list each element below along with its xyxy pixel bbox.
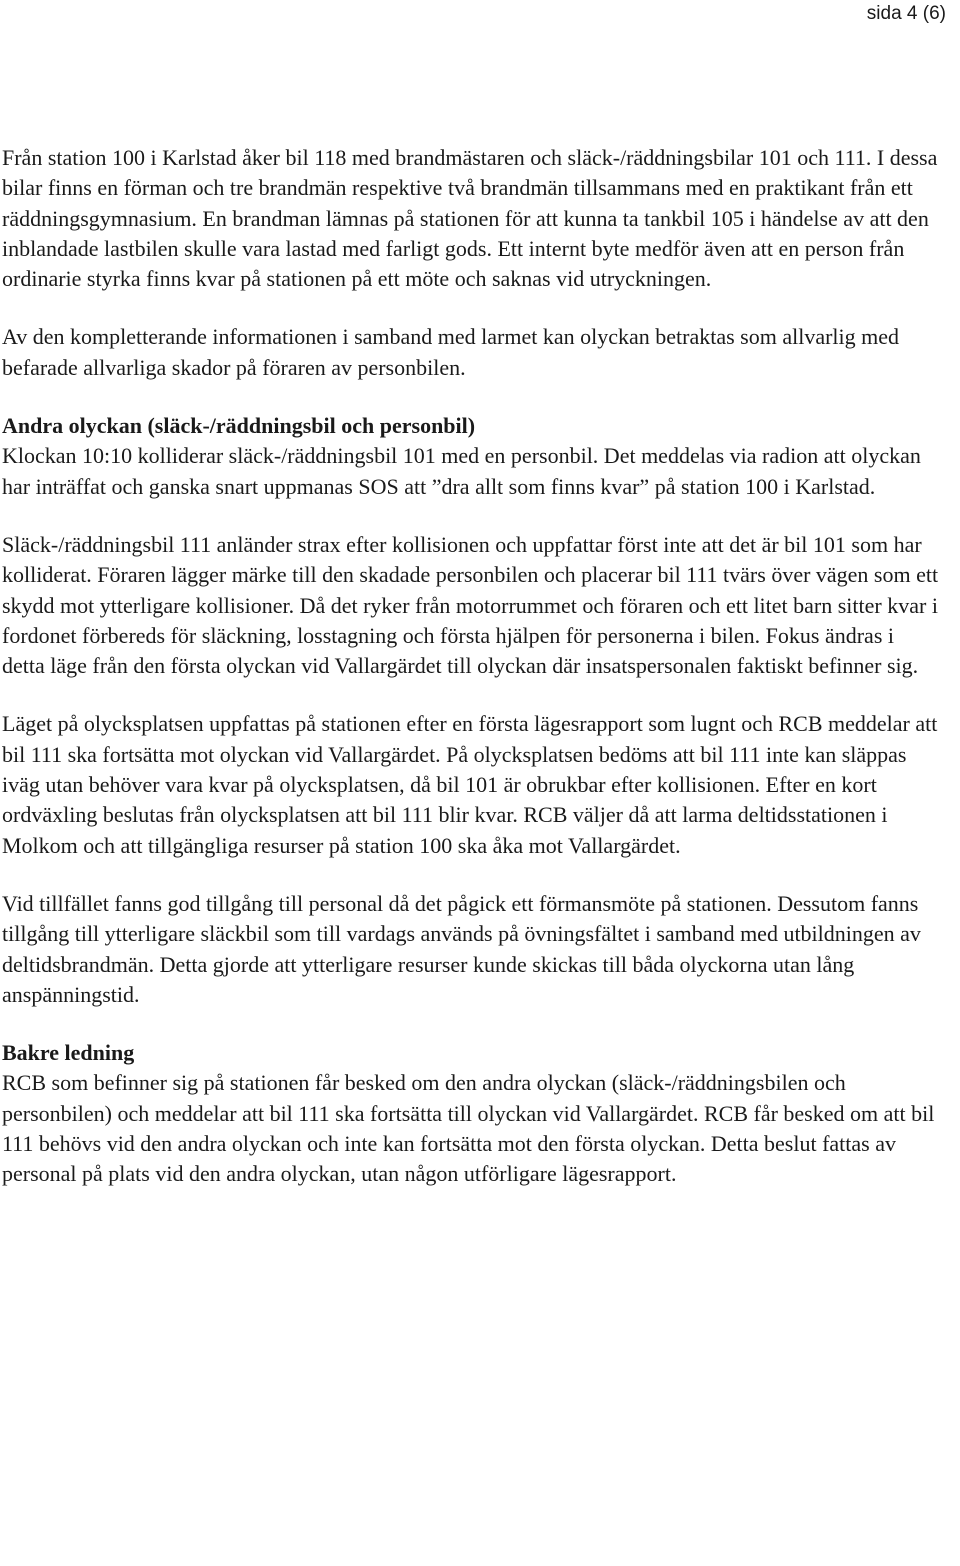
paragraph-supplementary-info bbox=[2, 322, 942, 383]
section-heading: Andra olyckan (släck-/räddningsbil och personbil) bbox=[2, 413, 476, 439]
paragraph-text: Klockan 10:10 kolliderar släck-/räddningsbil 101 med en personbil. Det meddelas via radion att olyckan har inträffat och ganska snart uppmanas SOS att ”dra allt som finns kvar” på station 100 i Karlstad. bbox=[2, 443, 921, 499]
document-body bbox=[2, 143, 942, 1218]
section-rear-command bbox=[2, 1038, 942, 1189]
page-number: sida 4 (6) bbox=[866, 3, 946, 24]
paragraph-staff-availability bbox=[2, 889, 942, 1010]
section-second-accident bbox=[2, 411, 942, 502]
paragraph-text: Läget på olycksplatsen uppfattas på stationen efter en första lägesrapport som lugnt och RCB meddelar att bil 111 ska fortsätta mot olyckan vid Vallargärdet. På olycksplatsen bedöms att bil 111 inte kan släppas iväg utan behöver vara kvar på olycksplatsen, då bil 101 är obrukbar efter kollisionen. Efter en kort ordväxling beslutas från olycksplatsen att bil 111 blir kvar. RCB väljer då att larma deltidsstationen i Molkom och att tillgängliga resurser på station 100 ska åka mot Vallargärdet. bbox=[2, 711, 938, 858]
paragraph-text: Vid tillfället fanns god tillgång till personal då det pågick ett förmansmöte på stationen. Dessutom fanns tillgång till ytterligare släckbil som till vardags används på övningsfältet i samband med utbildningen av deltidsbrandmän. Detta gjorde att ytterligare resurser kunde skickas till båda olyckorna utan lång anspänningstid. bbox=[2, 890, 921, 1007]
paragraph-text: RCB som befinner sig på stationen får besked om den andra olyckan (släck-/räddningsbilen och personbilen) och meddelar att bil 111 ska fortsätta till olyckan vid Vallargärdet. RCB får besked om att bil 111 behövs vid den andra olyckan och inte kan fortsätta mot den första olyckan. Detta beslut fattas av personal på plats vid den andra olyckan, utan någon utförligare lägesrapport. bbox=[2, 1070, 935, 1187]
paragraph-stations bbox=[2, 143, 942, 294]
paragraph-vehicle-111 bbox=[2, 530, 942, 681]
paragraph-situation-report bbox=[2, 709, 942, 860]
section-heading: Bakre ledning bbox=[2, 1040, 135, 1066]
paragraph-text: Från station 100 i Karlstad åker bil 118 med brandmästaren och släck-/räddningsbilar 101 och 111. I dessa bilar finns en förman och tre brandmän respektive två brandmän tillsammans med en praktikant från ett räddningsgymnasium. En brandman lämnas på stationen för att kunna ta tankbil 105 i händelse av att den inblandade lastbilen skulle vara lastad med farligt gods. Ett internt byte medför även att en person från ordinarie styrka finns kvar på stationen på ett möte och saknas vid utryckningen. bbox=[2, 145, 938, 292]
paragraph-text: Av den kompletterande informationen i samband med larmet kan olyckan betraktas som allvarlig med befarade allvarliga skador på föraren av personbilen. bbox=[2, 324, 900, 380]
paragraph-text: Släck-/räddningsbil 111 anländer strax efter kollisionen och uppfattar först inte att det är bil 101 som har kolliderat. Föraren lägger märke till den skadade personbilen och placerar bil 111 tvärs över vägen som ett skydd mot ytterligare kollisioner. Då det ryker från motorrummet och föraren och ett litet barn sitter kvar i fordonet förbereds för släckning, losstagning och första hjälpen för personerna i bilen. Fokus ändras i detta läge från den första olyckan vid Vallargärdet till olyckan där insatspersonalen faktiskt befinner sig. bbox=[2, 531, 939, 679]
